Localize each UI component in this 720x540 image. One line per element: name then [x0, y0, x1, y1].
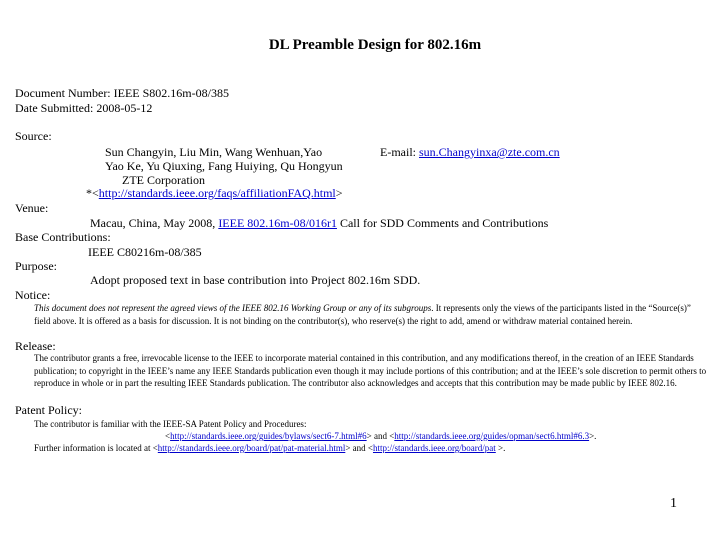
- venue-link[interactable]: IEEE 802.16m-08/016r1: [218, 216, 337, 230]
- document-title: DL Preamble Design for 802.16m: [268, 37, 482, 53]
- purpose-text: Adopt proposed text in base contribution into Project 802.16m SDD.: [90, 273, 421, 287]
- affiliation-prefix: *<: [86, 186, 99, 200]
- base-contributions-label: Base Contributions:: [15, 230, 111, 244]
- patent-line2-mid: > and <: [366, 431, 395, 441]
- email-link[interactable]: sun.Changyinxa@zte.com.cn: [419, 145, 560, 159]
- notice-text: [34, 302, 709, 327]
- document-number: Document Number: IEEE S802.16m-08/385: [15, 86, 229, 100]
- source-organization: ZTE Corporation: [122, 173, 205, 187]
- patent-line3-mid: > and <: [345, 443, 373, 453]
- patent-line3-post: >.: [495, 443, 506, 453]
- purpose-label: Purpose:: [15, 259, 57, 273]
- patent-line2-pre: <: [165, 431, 171, 441]
- source-email: [380, 145, 560, 160]
- patent-line3: [34, 443, 505, 453]
- source-label: Source:: [15, 129, 52, 143]
- notice-body: . It represents only the views of the participants listed in the “Source(s)” field above. It is offered as a basis for discussion. It is not binding on the contributor(s), who reserve(s) the right to add, amend or withdraw material contained herein.: [34, 303, 691, 326]
- release-label: Release:: [15, 339, 56, 353]
- source-authors-line1: Sun Changyin, Liu Min, Wang Wenhuan,Yao: [105, 145, 323, 159]
- pat-board-link[interactable]: http://standards.ieee.org/board/pat: [372, 443, 496, 453]
- venue-description: Macau, China, May 2008,: [90, 216, 216, 230]
- patent-line3-pre: Further information is located at <: [34, 443, 158, 453]
- venue-label: Venue:: [15, 201, 49, 215]
- venue-call-text: Call for SDD Comments and Contributions: [336, 216, 549, 230]
- email-label: E-mail:: [380, 145, 416, 159]
- patent-line2-post: >.: [589, 431, 597, 441]
- affiliation-suffix: >: [335, 186, 343, 200]
- page-number: 1: [670, 496, 677, 511]
- date-submitted: Date Submitted: 2008-05-12: [15, 101, 153, 115]
- affiliation-faq-link[interactable]: http://standards.ieee.org/faqs/affiliationFAQ.html: [98, 186, 336, 200]
- release-text: The contributor grants a free, irrevocable license to the IEEE to incorporate material contained in this contribution, and any modifications thereof, in the creation of an IEEE Standards publication; to copyright in the IEEE’s name any IEEE Standards publication even though it may include portions of this contribution; and at the IEEE’s sole discretion to permit others to reproduce in whole or in part the resulting IEEE Standards publication. The contributor also acknowledges and accepts that this contribution may be made public by IEEE 802.16.: [34, 353, 707, 388]
- venue-text: [90, 216, 548, 231]
- source-authors-line2: Yao Ke, Yu Qiuxing, Fang Huiying, Qu Hongyun: [105, 159, 343, 173]
- source-affiliation: [86, 186, 343, 201]
- patent-line1: The contributor is familiar with the IEEE-SA Patent Policy and Procedures:: [34, 419, 307, 429]
- patent-line2: [165, 431, 596, 441]
- notice-label: Notice:: [15, 288, 51, 302]
- notice-italic: This document does not represent the agreed views of the IEEE 802.16 Working Group or any of its subgroups: [34, 303, 432, 313]
- patent-policy-label: Patent Policy:: [15, 403, 82, 417]
- opman-link[interactable]: http://standards.ieee.org/guides/opman/sect6.html#6.3: [394, 431, 590, 441]
- bylaws-link[interactable]: http://standards.ieee.org/guides/bylaws/sect6-7.html#6: [170, 431, 367, 441]
- pat-material-link[interactable]: http://standards.ieee.org/board/pat/pat-material.html: [157, 443, 346, 453]
- base-contributions-text: IEEE C80216m-08/385: [88, 245, 202, 259]
